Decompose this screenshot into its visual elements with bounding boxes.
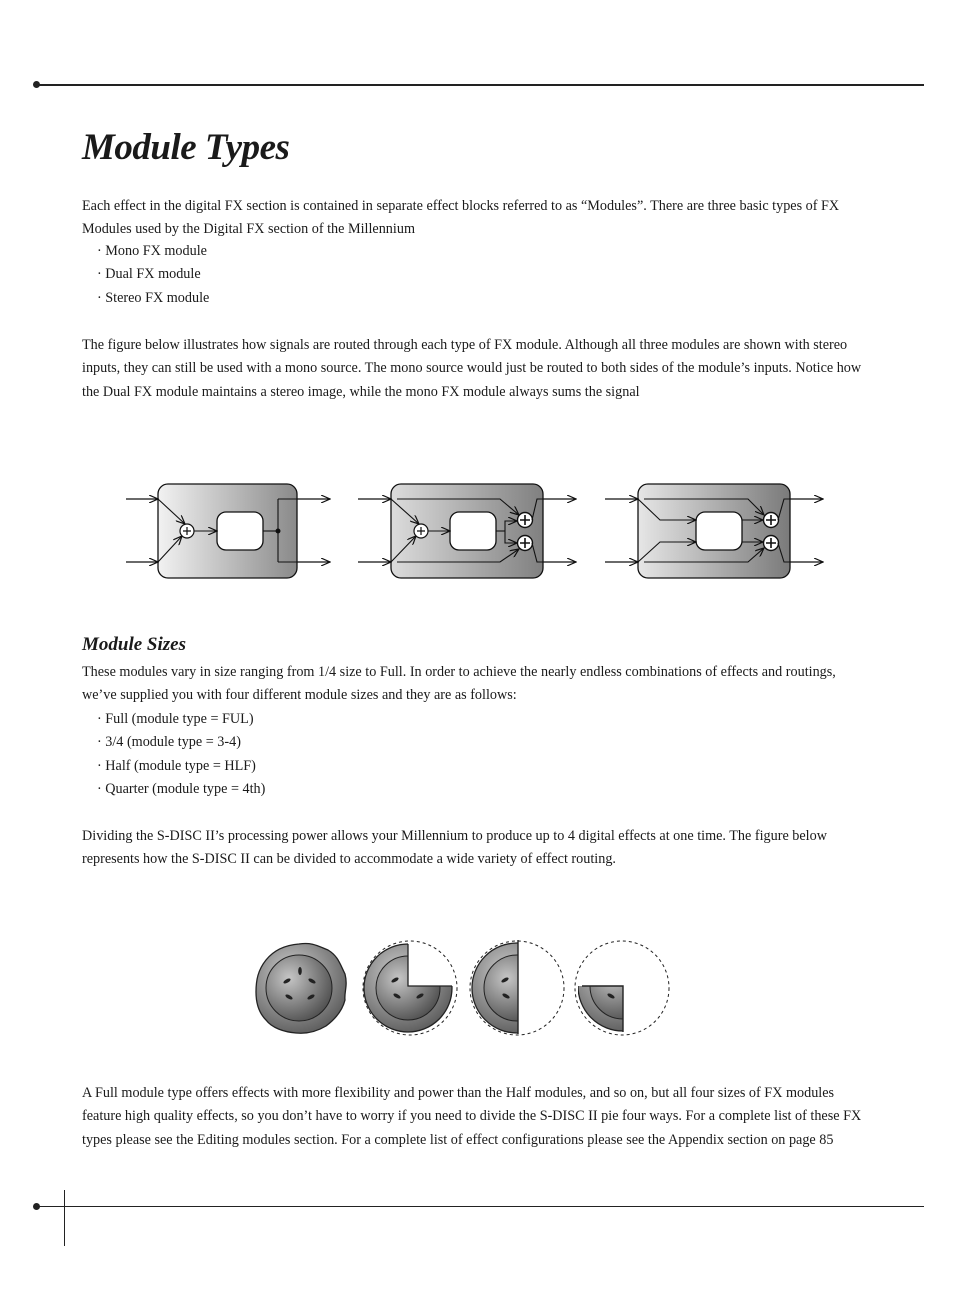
list-item: · Mono FX module [97,243,207,259]
page-title: Module Types [82,127,290,168]
top-rule [36,84,924,86]
stereo-fx-module [605,484,823,578]
dual-fx-module [358,484,576,578]
pie-quarter [575,941,669,1035]
module-type-list [97,240,209,310]
pie-sizes-diagram [0,930,954,1045]
disc-paragraph: Dividing the S-DISC II’s processing power allows your Millennium to produce up to 4 digital effects at one time. The figure below represents how the S-DISC II can be divided to accommodate a wide variety of effect routing. [82,828,827,868]
module-sizes-paragraph: These modules vary in size ranging from 1/4 size to Full. In order to achieve the nearly endless combinations of effects and routings, we’ve supplied you with four different module sizes and they are as follows: [82,664,836,704]
bottom-rule [36,1206,924,1207]
mono-fx-module [126,484,330,578]
list-item: · Dual FX module [97,266,201,283]
list-item: · 3/4 (module type = 3-4) [97,734,241,751]
list-item: · Half (module type = HLF) [97,757,256,774]
module-routing-diagram [0,470,954,590]
routing-paragraph: The figure below illustrates how signals are routed through each type of FX module. Although all three modules are shown with stereo inputs, they can still be used with a mono source. The mono source would just be routed to both sides of the module’s inputs. Notice how the Dual FX module maintains a stereo image, while the mono FX module always sums the signal [82,337,862,400]
pie-half [470,940,564,1035]
list-item: · Quarter (module type = 4th) [97,780,266,797]
bottom-rule-dot [33,1203,40,1210]
bottom-vertical-rule [64,1190,65,1246]
closing-paragraph: A Full module type offers effects with more flexibility and power than the Half modules, and so on, but all four sizes of FX modules feature high quality effects, so you don’t have to worry if you need to divide the S-DISC II pie four ways. For a complete list of these FX types please see the Editing modules section. For a complete list of effect configurations please see the Appendix section on page 85 [82,1085,862,1148]
top-rule-dot [33,81,40,88]
pie-full [256,943,346,1033]
pie-three-quarter [363,941,457,1035]
list-item: · Stereo FX module [97,289,210,306]
intro-paragraph: Each effect in the digital FX section is contained in separate effect blocks referred to as “Modules”. There are three basic types of FX Modules used by the Digital FX section of the Millennium [82,198,840,238]
section-heading-module-sizes: Module Sizes [82,634,186,655]
list-item: · Full (module type = FUL) [97,711,254,727]
module-size-list [97,708,265,801]
